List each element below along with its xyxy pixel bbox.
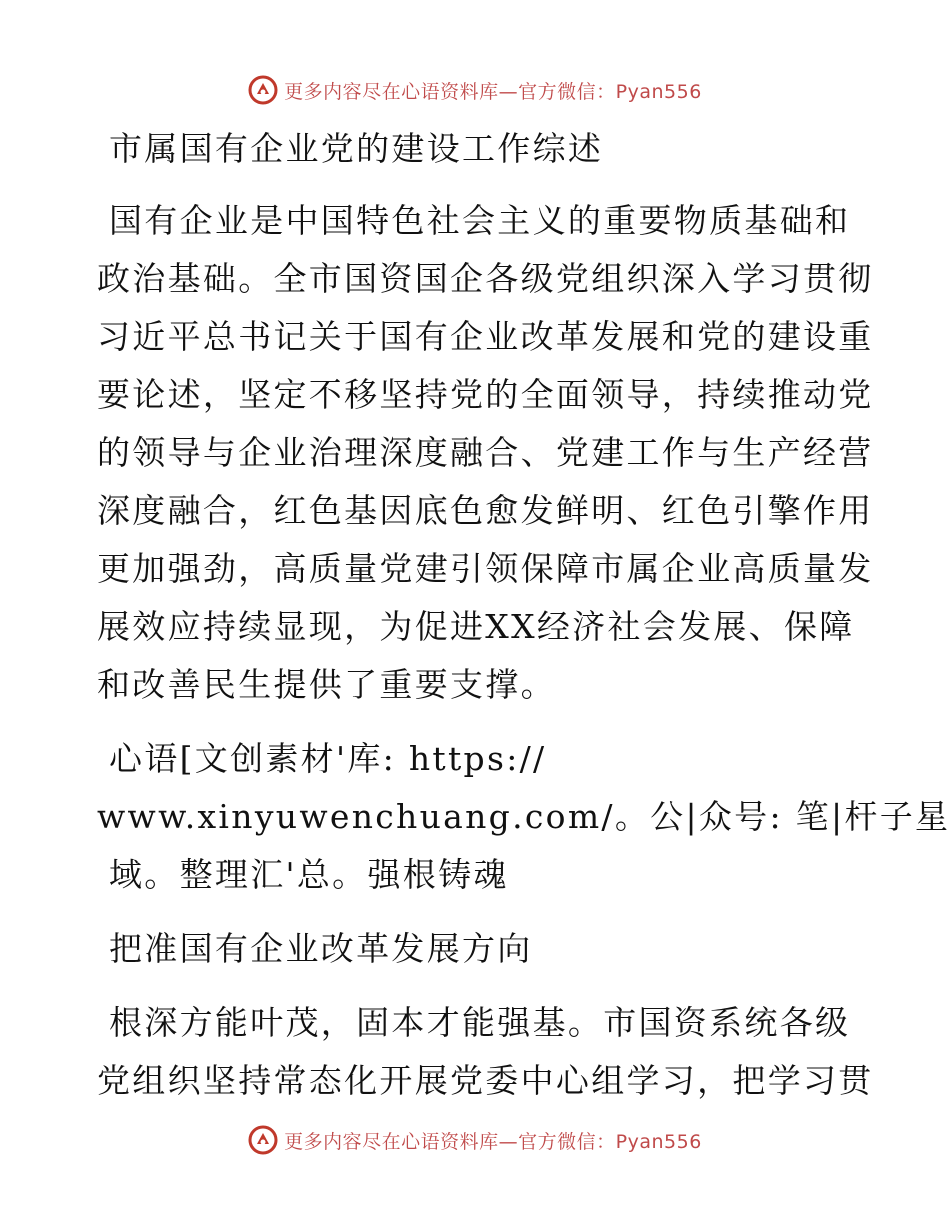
watermark-top: [0, 70, 950, 110]
paragraph-1: [97, 192, 874, 714]
paragraph-line: 政治基础。全市国资国企各级党组织深入学习贯彻: [97, 259, 874, 298]
brand-logo-icon: [248, 1125, 278, 1155]
paragraph-line: 深度融合，红色基因底色愈发鲜明、红色引擎作用: [97, 491, 874, 530]
section-heading: 把准国有企业改革发展方向: [109, 929, 533, 968]
source-note-line: www.xinyuwenchuang.com/。公|众号: 笔|杆子星: [97, 797, 950, 836]
paragraph-line: 国有企业是中国特色社会主义的重要物质基础和: [109, 201, 851, 240]
paragraph-line: 更加强劲，高质量党建引领保障市属企业高质量发: [97, 549, 874, 588]
paragraph-line: 的领导与企业治理深度融合、党建工作与生产经营: [97, 433, 874, 472]
source-note-line: 域。整理汇'总。强根铸魂: [109, 855, 509, 894]
paragraph-2: [97, 994, 874, 1110]
watermark-text: 更多内容尽在心语资料库—官方微信：Pyan556: [284, 1130, 702, 1153]
source-note: [97, 730, 950, 904]
paragraph-line: 和改善民生提供了重要支撑。: [97, 665, 556, 704]
document-title: 市属国有企业党的建设工作综述: [109, 129, 604, 168]
paragraph-line: 习近平总书记关于国有企业改革发展和党的建设重: [97, 317, 874, 356]
paragraph-line: 党组织坚持常态化开展党委中心组学习，把学习贯: [97, 1061, 874, 1100]
watermark-bottom: [0, 1120, 950, 1160]
paragraph-line: 根深方能叶茂，固本才能强基。市国资系统各级: [109, 1003, 851, 1042]
brand-logo-icon: [248, 75, 278, 105]
paragraph-line: 要论述，坚定不移坚持党的全面领导，持续推动党: [97, 375, 874, 414]
watermark-text: 更多内容尽在心语资料库—官方微信：Pyan556: [284, 80, 702, 103]
source-note-line: 心语[文创素材'库: https://: [109, 739, 547, 778]
paragraph-line: 展效应持续显现，为促进XX经济社会发展、保障: [97, 607, 855, 646]
document-body: [97, 120, 950, 1110]
